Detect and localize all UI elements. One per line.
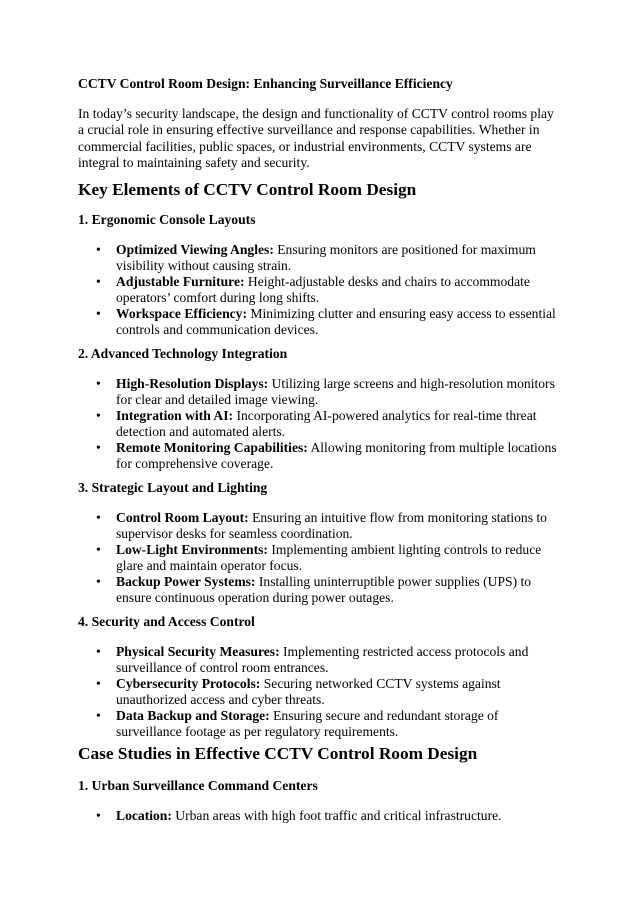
bullet-icon: • bbox=[96, 242, 101, 257]
bullet-icon: • bbox=[96, 707, 101, 723]
bullet-icon: • bbox=[96, 808, 101, 823]
subsection-heading-security: 4. Security and Access Control bbox=[78, 614, 255, 629]
section-heading-case-studies: Case Studies in Effective CCTV Control Room Design bbox=[78, 744, 478, 763]
bullet-icon: • bbox=[96, 273, 101, 289]
list-item-text: Ensuring monitors are positioned for maximum visibility without causing strain. bbox=[116, 242, 536, 273]
list-item-text: Ensuring secure and redundant storage of surveillance footage as per regulatory requirements. bbox=[116, 707, 499, 739]
list-item-text: Implementing restricted access protocols and surveillance of control room entrances. bbox=[116, 644, 529, 675]
list-item-term: Physical Security Measures: bbox=[116, 644, 280, 659]
list-item-term: Adjustable Furniture: bbox=[116, 273, 245, 289]
list-item-text: Minimizing clutter and ensuring easy access to essential controls and communication devices. bbox=[116, 305, 556, 337]
list-item bbox=[78, 440, 558, 472]
list-item-term: Backup Power Systems: bbox=[116, 573, 256, 589]
list-item bbox=[78, 242, 558, 274]
list-item-term: Integration with AI: bbox=[116, 407, 234, 423]
bullet-icon: • bbox=[96, 439, 101, 455]
list-item-term: Workspace Efficiency: bbox=[116, 305, 248, 321]
list-item-text: Installing uninterruptible power supplies (UPS) to ensure continuous operation during power outages. bbox=[116, 573, 532, 605]
bullet-icon: • bbox=[96, 541, 101, 557]
list-item-term: Data Backup and Storage: bbox=[116, 707, 270, 723]
list-item bbox=[78, 542, 558, 574]
subsection-heading-ergonomic: 1. Ergonomic Console Layouts bbox=[78, 212, 256, 227]
bullet-icon: • bbox=[96, 644, 101, 659]
bullet-icon: • bbox=[96, 573, 101, 589]
bullet-icon: • bbox=[96, 675, 101, 691]
list-item-text: Allowing monitoring from multiple locations for comprehensive coverage. bbox=[116, 439, 557, 471]
subsection-heading-layout-lighting: 3. Strategic Layout and Lighting bbox=[78, 480, 268, 495]
section-heading-key-elements: Key Elements of CCTV Control Room Design bbox=[78, 180, 417, 199]
list-item bbox=[78, 306, 558, 338]
list-item bbox=[78, 644, 558, 676]
list-item-term: Optimized Viewing Angles: bbox=[116, 242, 274, 257]
list-item-term: Cybersecurity Protocols: bbox=[116, 675, 261, 691]
list-item-term: Control Room Layout: bbox=[116, 510, 249, 525]
subsection-heading-technology: 2. Advanced Technology Integration bbox=[78, 346, 288, 361]
list-item bbox=[78, 408, 558, 440]
bullet-icon: • bbox=[96, 376, 101, 391]
list-ergonomic bbox=[78, 242, 558, 337]
bullet-icon: • bbox=[96, 305, 101, 321]
subsection-heading-urban: 1. Urban Surveillance Command Centers bbox=[78, 778, 318, 793]
list-item-term: Low-Light Environments: bbox=[116, 541, 268, 557]
list-item-text: Utilizing large screens and high-resolution monitors for clear and detailed image viewing. bbox=[116, 376, 555, 407]
list-layout-lighting bbox=[78, 510, 558, 605]
list-security bbox=[78, 644, 558, 739]
list-item bbox=[78, 510, 558, 542]
list-item bbox=[78, 676, 558, 708]
list-item-term: Remote Monitoring Capabilities: bbox=[116, 439, 308, 455]
list-item-term: Location: bbox=[116, 808, 172, 823]
list-urban bbox=[78, 808, 558, 824]
list-item-text: Ensuring an intuitive flow from monitoring stations to supervisor desks for seamless coordination. bbox=[116, 510, 547, 541]
list-item-text: Implementing ambient lighting controls to reduce glare and maintain operator focus. bbox=[116, 541, 542, 573]
list-item-text: Height-adjustable desks and chairs to accommodate operators’ comfort during long shifts. bbox=[116, 273, 530, 305]
list-item-text: Urban areas with high foot traffic and critical infrastructure. bbox=[171, 808, 502, 823]
list-item bbox=[78, 708, 558, 740]
list-item bbox=[78, 808, 558, 824]
list-technology bbox=[78, 376, 558, 471]
intro-paragraph: In today’s security landscape, the design and functionality of CCTV control rooms play a crucial role in ensuring effective surveillance and response capabilities. Whether in commercial facilities, public spaces, or industrial environments, CCTV systems are integral to maintaining safety and security. bbox=[78, 106, 554, 171]
list-item-text: Securing networked CCTV systems against unauthorized access and cyber threats. bbox=[116, 675, 501, 707]
list-item-term: High-Resolution Displays: bbox=[116, 376, 269, 391]
list-item bbox=[78, 376, 558, 408]
list-item bbox=[78, 274, 558, 306]
list-item bbox=[78, 574, 558, 606]
list-item-text: Incorporating AI-powered analytics for real-time threat detection and automated alerts. bbox=[116, 407, 537, 439]
bullet-icon: • bbox=[96, 510, 101, 525]
document-title: CCTV Control Room Design: Enhancing Surveillance Efficiency bbox=[78, 76, 453, 91]
bullet-icon: • bbox=[96, 407, 101, 423]
